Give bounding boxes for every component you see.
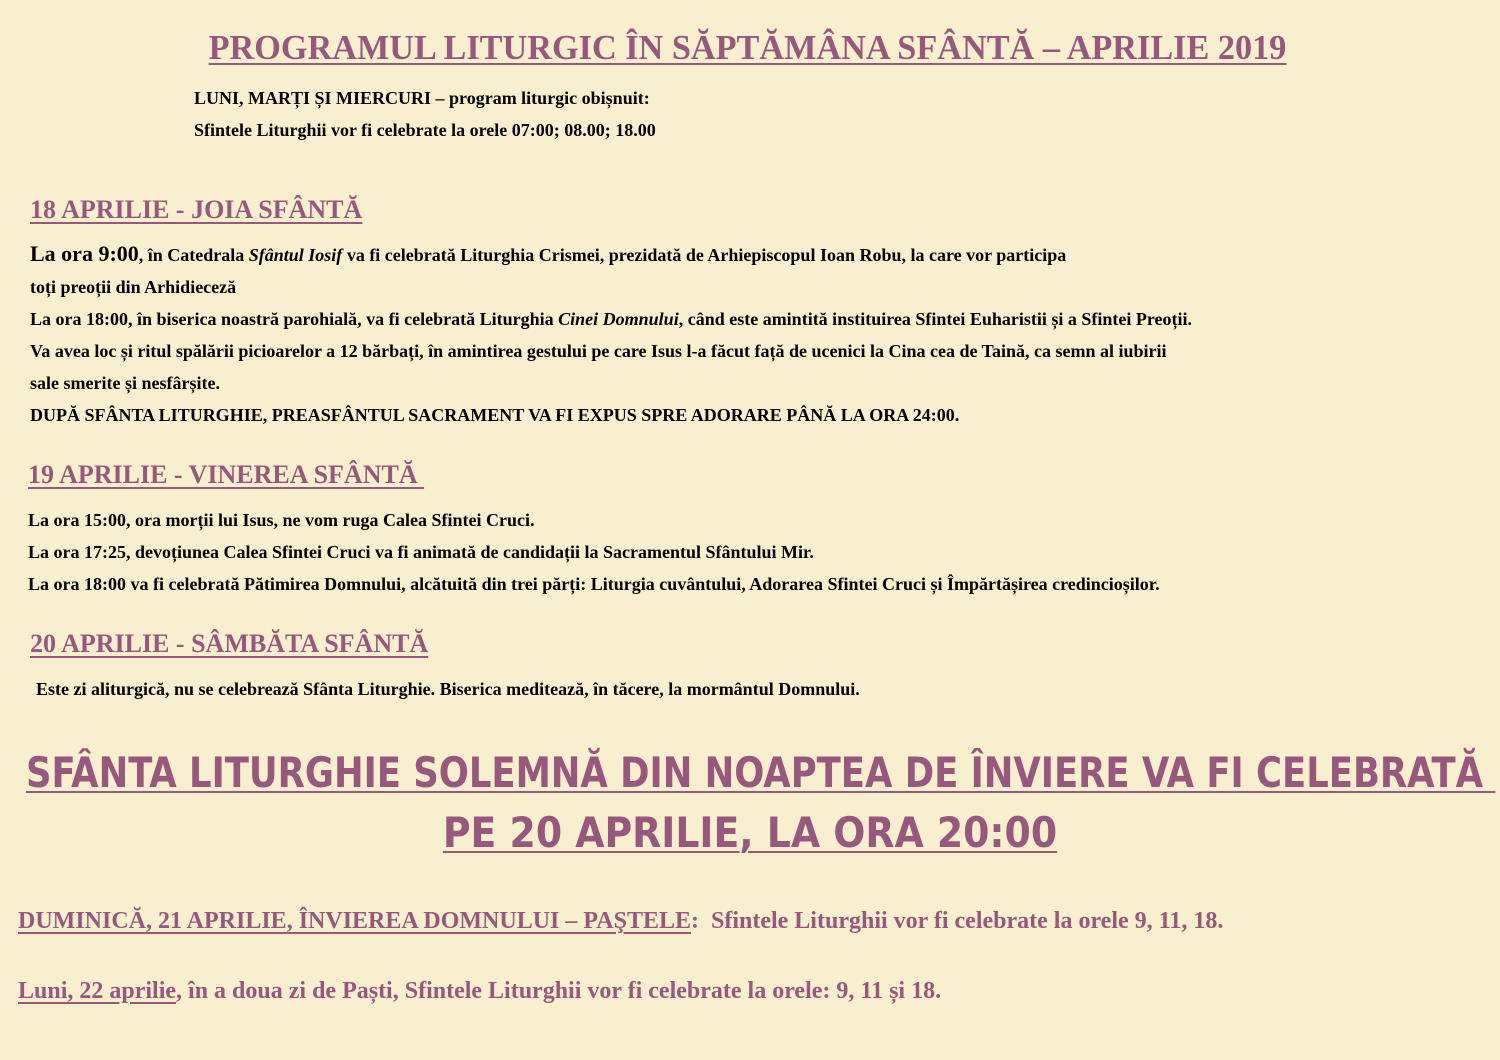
duminica-line: DUMINICĂ, 21 APRILIE, ÎNVIEREA DOMNULUI – PAŞTELE: Sfintele Liturghii vor fi celebrate la orele 9, 11, 18. (18, 908, 1224, 934)
luni-line: Luni, 22 aprilie, în a doua zi de Paști, Sfintele Liturghii vor fi celebrate la orele: 9, 11 și 18. (18, 978, 942, 1004)
joi-paragraph-4: sale smerite și nesfârșite. (30, 373, 220, 393)
section-heading-sambata: 20 APRILIE - SÂMBĂTA SFÂNTĂ (30, 629, 429, 658)
easter-vigil-banner-line-1: SFÂNTA LITURGHIE SOLEMNĂ DIN NOAPTEA DE ÎNVIERE VA FI CELEBRATĂ (26, 748, 1496, 797)
joi-paragraph-5: DUPĂ SFÂNTA LITURGHIE, PREASFÂNTUL SACRAMENT VA FI EXPUS SPRE ADORARE PÂNĂ LA ORA 24:00. (30, 405, 960, 425)
sambata-line-1: Este zi aliturgică, nu se celebrează Sfânta Liturghie. Biserica meditează, în tăcere, la mormântul Domnului. (36, 679, 860, 699)
page-title: PROGRAMUL LITURGIC ÎN SĂPTĂMÂNA SFÂNTĂ – APRILIE 2019 (208, 28, 1287, 67)
vineri-line-3: La ora 18:00 va fi celebrată Pătimirea Domnului, alcătuită din trei părți: Liturgia cuvântului, Adorarea Sfintei Cruci și Împărtășirea credincioșilor. (28, 574, 1160, 594)
easter-vigil-banner-line-2: PE 20 APRILIE, LA ORA 20:00 (442, 808, 1058, 857)
joi-paragraph-1: La ora 9:00, în Catedrala Sfântul Iosif va fi celebrată Liturghia Crismei, prezidată de Arhiepiscopul Ioan Robu, la care vor participa (30, 241, 1067, 266)
joi-paragraph-2: La ora 18:00, în biserica noastră parohială, va fi celebrată Liturghia Cinei Domnului, când este amintită instituirea Sfintei Euharistii și a Sfintei Preoții. (30, 309, 1193, 329)
vineri-line-1: La ora 15:00, ora morții lui Isus, ne vom ruga Calea Sfintei Cruci. (28, 510, 535, 530)
joi-paragraph-1-cont: toți preoții din Arhidieceză (30, 277, 237, 297)
vineri-line-2: La ora 17:25, devoțiunea Calea Sfintei Cruci va fi animată de candidații la Sacramentul Sfântului Mir. (28, 542, 814, 562)
section-heading-vineri: 19 APRILIE - VINEREA SFÂNTĂ (28, 460, 425, 489)
weekday-masses-line: Sfintele Liturghii vor fi celebrate la orele 07:00; 08.00; 18.00 (194, 120, 656, 140)
weekday-program-line: LUNI, MARȚI ȘI MIERCURI – program liturgic obișnuit: (194, 88, 650, 108)
section-heading-joi: 18 APRILIE - JOIA SFÂNTĂ (30, 195, 363, 224)
joi-paragraph-3: Va avea loc și ritul spălării picioarelor a 12 bărbați, în amintirea gestului pe care Isus l-a făcut față de ucenici la Cina cea de Taină, ca semn al iubirii (30, 341, 1167, 361)
